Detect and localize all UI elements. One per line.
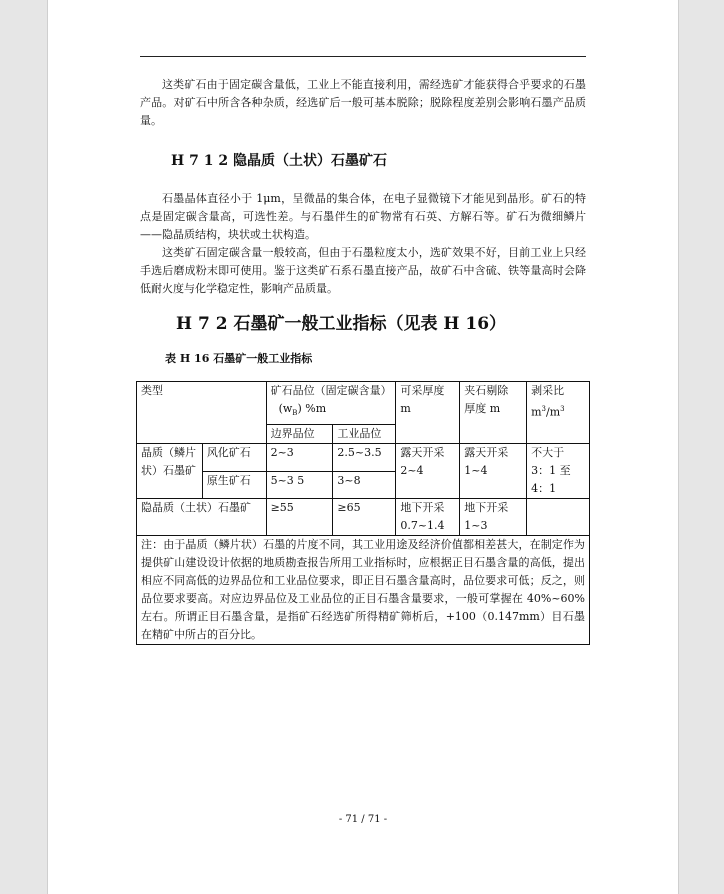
header-thickness: 可采厚度 m (396, 382, 460, 444)
header-rule (140, 56, 586, 57)
crypto-interlayer: 地下开采 1~3 (460, 499, 527, 536)
crypto-thickness: 地下开采 0.7~1.4 (396, 499, 460, 536)
weathered-boundary: 2~3 (266, 444, 333, 472)
header-grade-label: 矿石品位（固定碳含量） (270, 384, 392, 397)
table-row (137, 499, 590, 536)
table-header-row (137, 382, 590, 425)
section-heading-h72 (176, 309, 506, 334)
header-type: 类型 (137, 382, 267, 444)
header-grade (266, 382, 396, 425)
crypto-industrial: ≥65 (333, 499, 396, 536)
section-number: H 7 1 2 (171, 153, 229, 169)
table-caption (165, 350, 312, 366)
weathered-name: 风化矿石 (202, 444, 266, 472)
crypto-boundary: ≥55 (266, 499, 333, 536)
table-number: 表 H 16 (165, 352, 210, 365)
crystalline-label: 晶质（鳞片状）石墨矿 (137, 444, 203, 499)
h712-paragraph-1: 石墨晶体直径小于 1μm，呈微晶的集合体，在电子显微镜下才能见到晶形。矿石的特点是固定碳含量高，可选性差。与石墨伴生的矿物常有石英、方解石等。矿石为微细鳞片——隐晶质结构，块状或土状构造。 (140, 192, 586, 241)
crypto-name: 隐晶质（土状）石墨矿 (137, 499, 267, 536)
table-title: 石墨矿一般工业指标 (213, 352, 313, 365)
table-note-row (137, 536, 590, 645)
section-title: 隐晶质（土状）石墨矿石 (232, 153, 387, 169)
crystalline-strip: 不大于 3：1 至 4：1 (527, 444, 590, 499)
document-page (47, 0, 679, 894)
table-row (137, 444, 590, 472)
header-grade-unit: $(w_B)$ %m (278, 402, 327, 418)
table-note: 注：由于晶质（鳞片状）石墨的片度不同，其工业用途及经济价值都相差甚大，在制定作为提供矿山建设设计依据的地质勘查报告所用工业指标时，应根据正目石墨含量的高低，提出相应不同高低的边界品位和工业品位要求，即正目石墨含量高时，品位要求可低；反之，则品位要求要高。对应边界品位及工业品位的正目石墨含量要求，一般可掌握在 40%~60%左右。所谓正目石墨含量，是指矿石经选矿所得精矿筛析后，+100（0.147mm）目石墨在精矿中所占的百分比。 (137, 536, 590, 645)
crystalline-interlayer: 露天开采 1~4 (460, 444, 527, 499)
crypto-strip (527, 499, 590, 536)
header-interlayer: 夹石剔除 厚度 m (460, 382, 527, 444)
section-number: H 7 2 (176, 314, 228, 334)
h712-paragraph-2: 这类矿石固定碳含量一般较高，但由于石墨粒度太小，选矿效果不好，目前工业上只经手选后磨成粉末即可使用。鉴于这类矿石系石墨直接产品，故矿石中含硫、铁等量高时会降低耐火度与化学稳定性，影响产品质量。 (140, 246, 586, 295)
primary-industrial: 3~8 (333, 471, 396, 499)
industrial-index-table (136, 381, 590, 645)
weathered-industrial: 2.5~3.5 (333, 444, 396, 472)
page-number: - 71 / 71 - (338, 814, 388, 825)
crystalline-thickness: 露天开采 2~4 (396, 444, 460, 499)
primary-name: 原生矿石 (202, 471, 266, 499)
header-strip: 剥采比 $m^3/m^3$ (527, 382, 590, 444)
intro-paragraph: 这类矿石由于固定碳含量低，工业上不能直接利用，需经选矿才能获得合乎要求的石墨产品。对矿石中所含各种杂质，经选矿后一般可基本脱除；脱除程度差别会影响石墨产品质量。 (140, 78, 586, 127)
section-title: 石墨矿一般工业指标（见表 H 16） (233, 314, 507, 334)
primary-boundary: 5~3 5 (266, 471, 333, 499)
header-boundary: 边界品位 (266, 425, 333, 444)
section-heading-h712 (171, 150, 387, 170)
header-industrial: 工业品位 (333, 425, 396, 444)
